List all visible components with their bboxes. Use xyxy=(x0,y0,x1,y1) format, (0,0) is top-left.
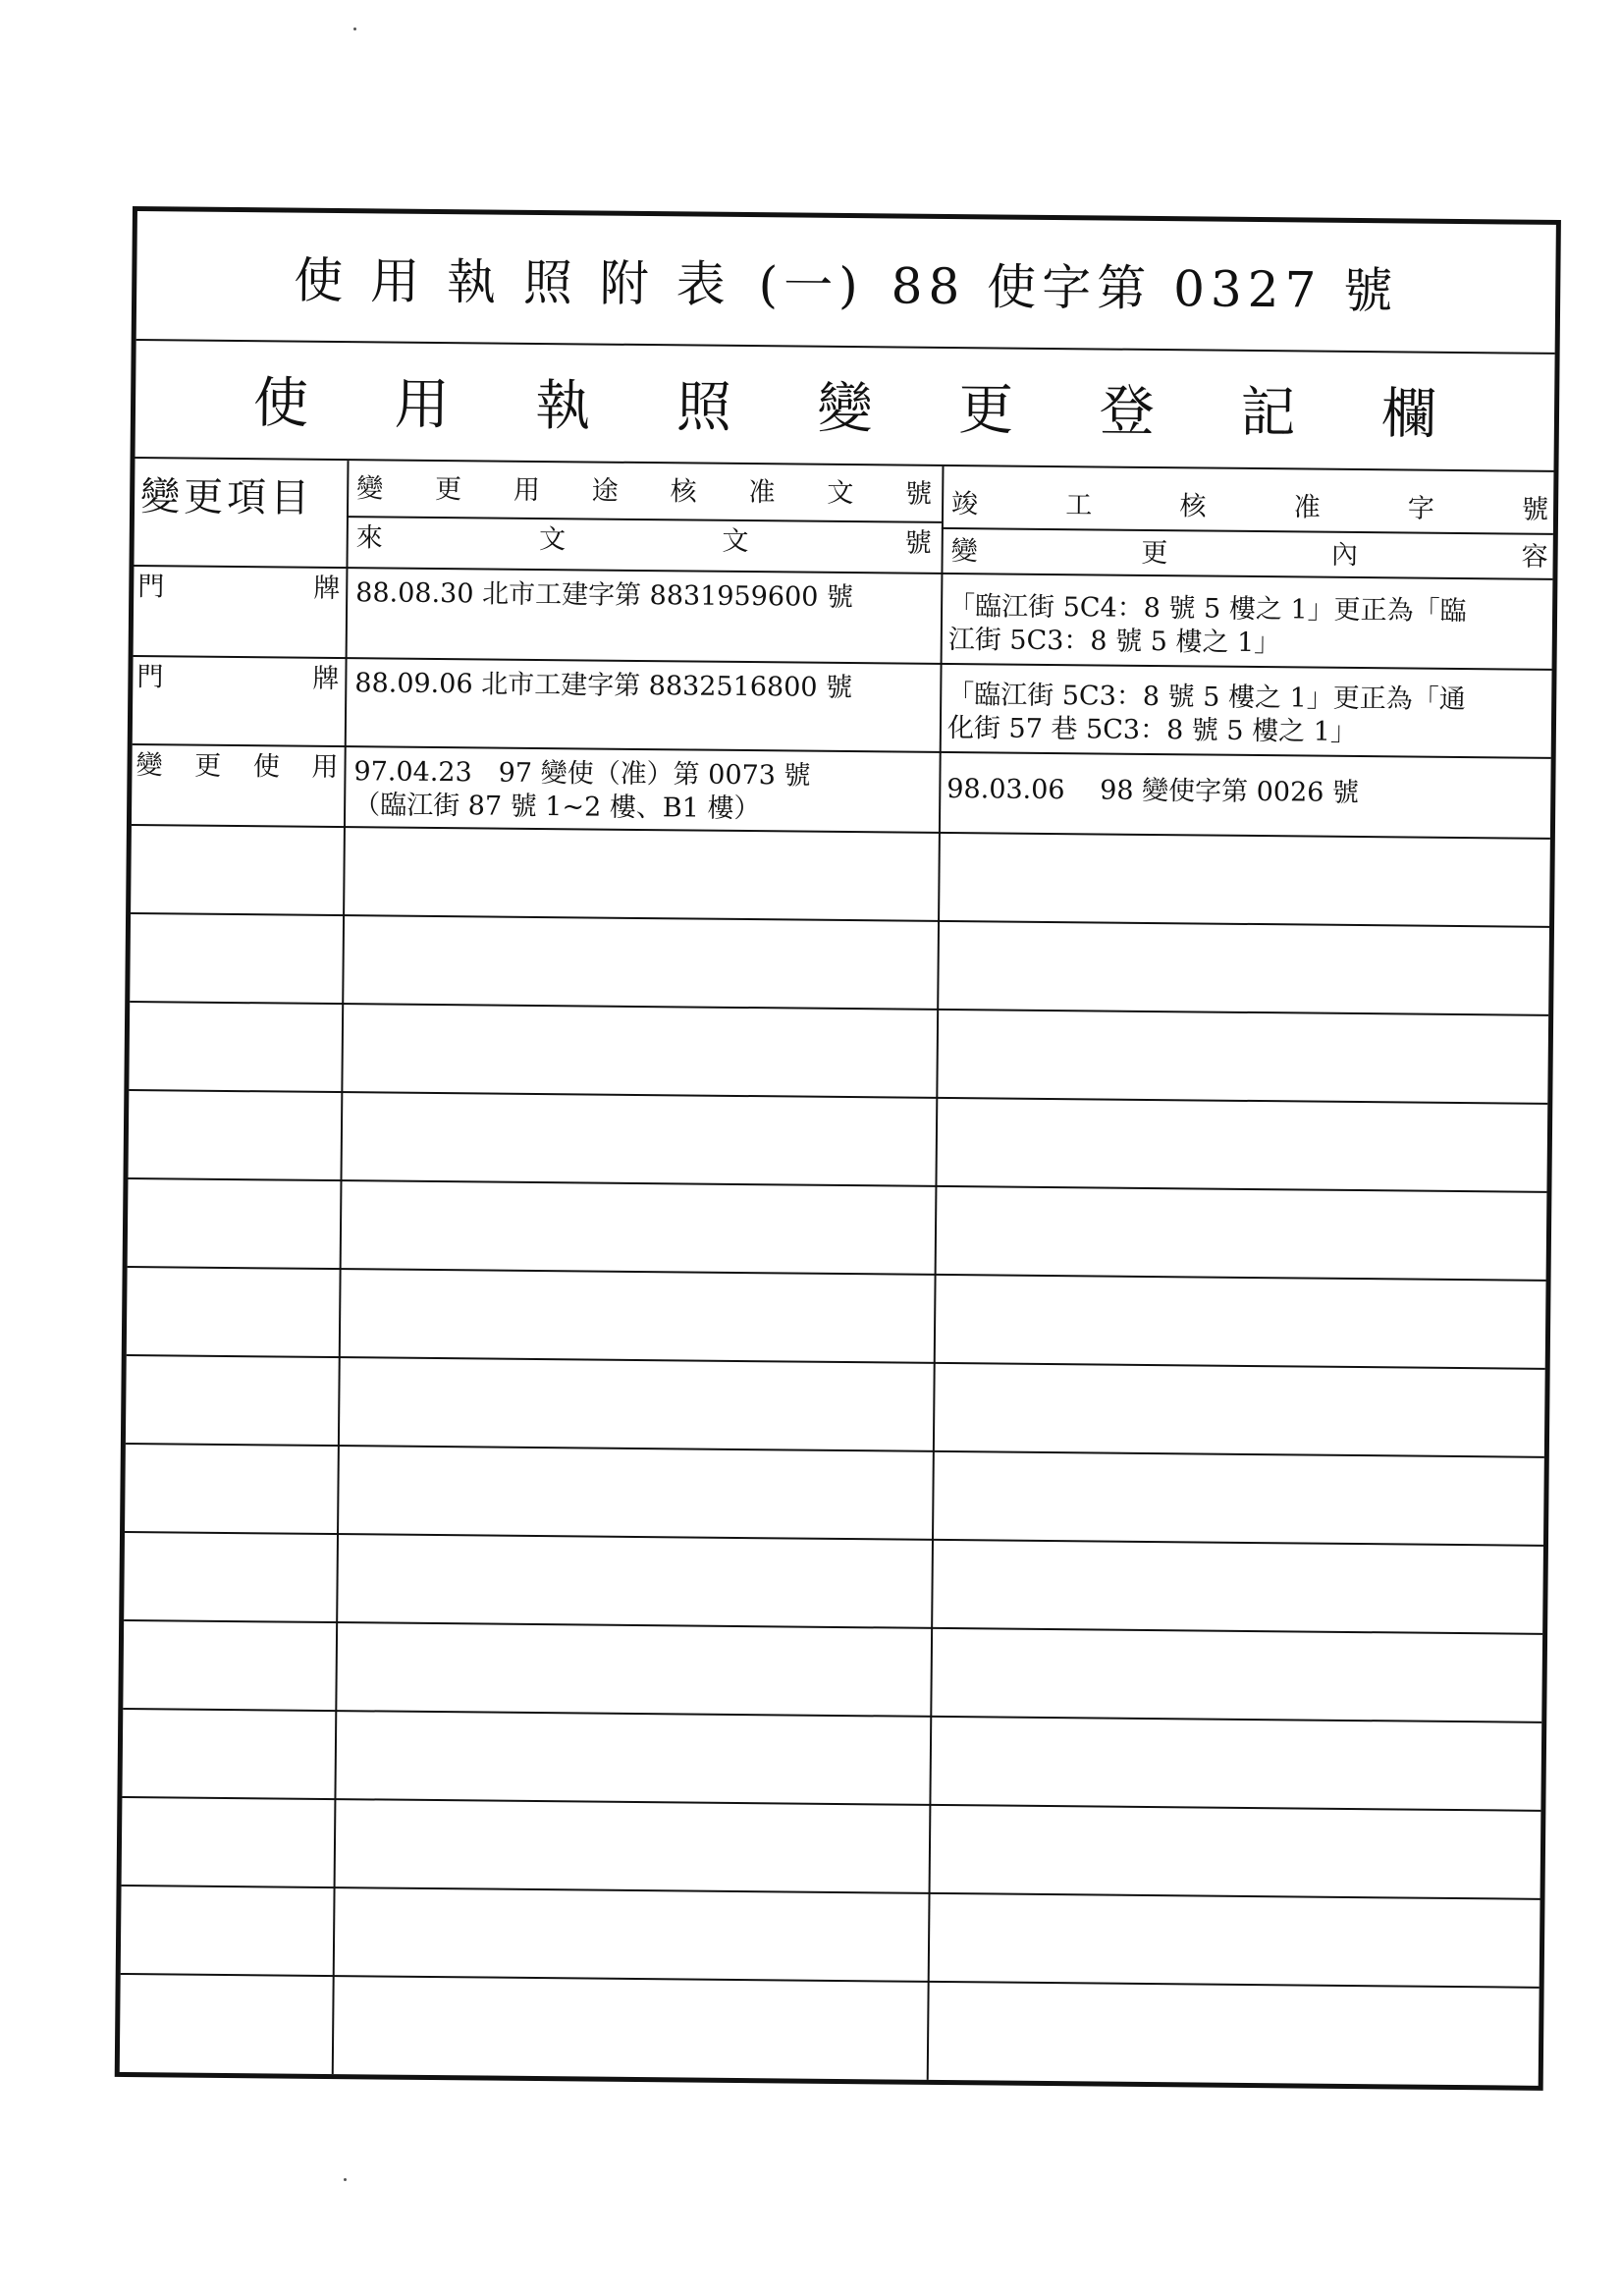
row1-content: 「臨江街 5C4：8 號 5 樓之 1」更正為「臨 江街 5C3：8 號 5 樓之 1」 xyxy=(947,590,1467,659)
change-register-table xyxy=(120,459,1554,2086)
title-permit-number: 88 使字第 0327 號 xyxy=(891,257,1399,320)
row3-doc: 97.04.23 97 變使（准）第 0073 號 （臨江街 87 號 1~2 樓、B1 樓） xyxy=(353,756,811,825)
subtitle-char: 更 xyxy=(957,378,1014,443)
row2-doc: 88.09.06 北市工建字第 8832516800 號 xyxy=(354,668,853,704)
row2-content: 「臨江街 5C3：8 號 5 樓之 1」更正為「通 化街 57 巷 5C3：8 號 5 樓之 1」 xyxy=(946,679,1466,747)
usage-permit-form xyxy=(115,206,1561,2091)
title-text: 使 用 執 照 附 表 xyxy=(293,251,731,313)
header-incoming-doc: 來 文 文 號 xyxy=(355,522,932,559)
scan-speck xyxy=(353,27,356,30)
header-divider xyxy=(942,527,1553,535)
header-approval-doc-no: 變 更 用 途 核 准 文 號 xyxy=(356,473,933,510)
subtitle-char: 記 xyxy=(1240,380,1296,446)
form-title xyxy=(136,211,1556,355)
header-change-content: 變 更 內 容 xyxy=(950,536,1548,573)
row1-item: 門 牌 xyxy=(137,572,341,605)
form-subtitle xyxy=(135,339,1555,472)
title-annex-no: (一) xyxy=(758,256,864,315)
subtitle-char: 變 xyxy=(817,376,873,442)
subtitle-char: 用 xyxy=(394,372,451,438)
row3-content: 98.03.06 98 變使字第 0026 號 xyxy=(946,773,1360,809)
subtitle-char: 登 xyxy=(1099,379,1156,444)
header-completion-no: 竣 工 核 准 字 號 xyxy=(950,489,1549,525)
scan-speck xyxy=(344,2178,347,2181)
subtitle-char: 照 xyxy=(675,375,732,440)
header-change-item: 變更項目 xyxy=(139,474,314,521)
subtitle-char: 欄 xyxy=(1380,382,1437,447)
row1-doc: 88.08.30 北市工建字第 8831959600 號 xyxy=(355,577,854,614)
row2-item: 門 牌 xyxy=(136,662,340,695)
subtitle-char: 使 xyxy=(252,371,309,436)
row3-item: 變 更 使 用 xyxy=(135,750,339,784)
subtitle-char: 執 xyxy=(535,373,591,439)
